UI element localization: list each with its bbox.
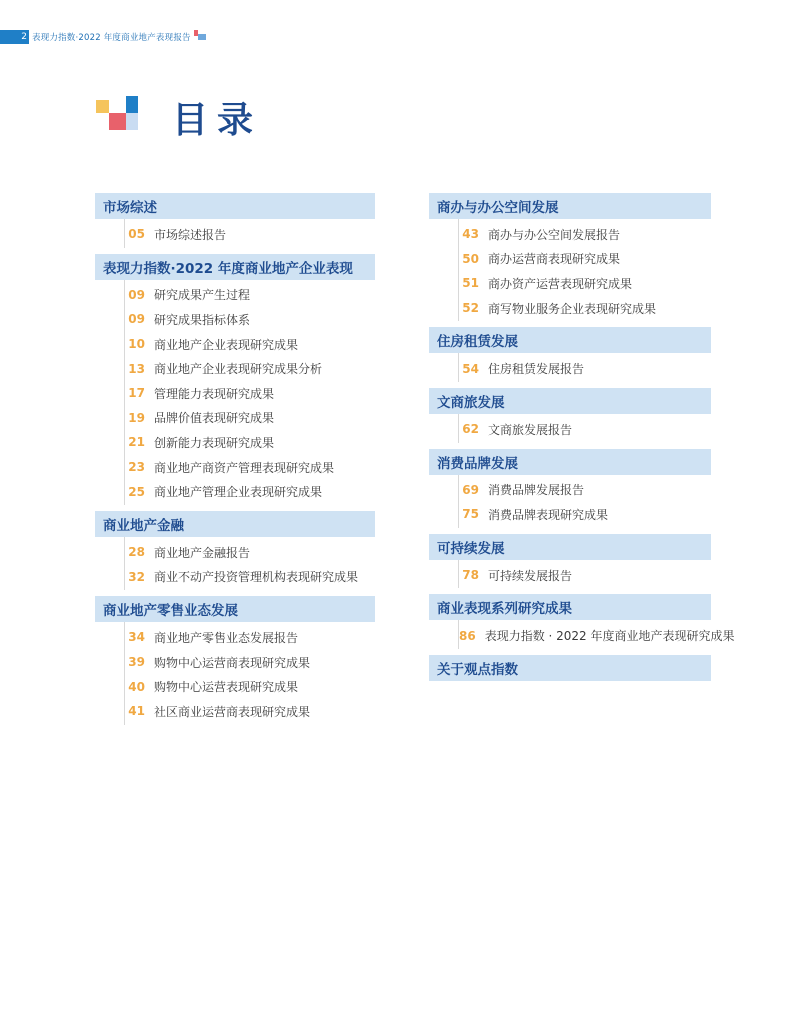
toc-entry-page-number: 25 [128, 484, 145, 499]
toc-section [429, 327, 711, 382]
toc-entry-page-number: 21 [128, 435, 145, 450]
toc-entry-page-number: 41 [128, 704, 145, 719]
toc-entry-title: 商业地产企业表现研究成果分析 [154, 362, 323, 377]
toc-entry-title: 研究成果指标体系 [154, 312, 251, 327]
toc-entry-page-number: 52 [462, 301, 479, 316]
toc-entry-page-number: 39 [128, 655, 145, 670]
toc-entry-page-number: 09 [128, 312, 145, 327]
toc-entry-title: 表现力指数 · 2022 年度商业地产表现研究成果 [484, 629, 735, 644]
toc-entry[interactable] [125, 222, 375, 247]
toc-section-title[interactable]: 文商旅发展 [429, 388, 711, 414]
toc-entry[interactable] [125, 406, 375, 431]
toc-entry-list [458, 353, 711, 382]
toc-entry[interactable] [125, 650, 375, 675]
toc-entry[interactable] [459, 623, 735, 648]
toc-entry-page-number: 19 [128, 410, 145, 425]
toc-section [429, 655, 711, 681]
toc-section-title[interactable]: 消费品牌发展 [429, 449, 711, 475]
toc-entry-page-number: 10 [128, 337, 145, 352]
toc-entry[interactable] [125, 540, 375, 565]
toc-entry-list [458, 414, 711, 443]
toc-entry[interactable] [125, 381, 375, 406]
toc-section [95, 193, 375, 248]
toc-entry-title: 消费品牌发展报告 [488, 483, 585, 498]
toc-section [429, 388, 711, 443]
toc-entry-title: 研究成果产生过程 [154, 288, 251, 303]
toc-entry[interactable] [125, 455, 375, 480]
toc-entry-page-number: 13 [128, 361, 145, 376]
toc-entry-page-number: 51 [462, 276, 479, 291]
toc-entry[interactable] [459, 478, 711, 503]
toc-entry[interactable] [125, 674, 375, 699]
toc-entry[interactable] [459, 417, 711, 442]
toc-entry[interactable] [125, 332, 375, 357]
toc-entry-page-number: 40 [128, 679, 145, 694]
toc-entry-title: 商业地产企业表现研究成果 [154, 337, 299, 352]
toc-entry-page-number: 28 [128, 545, 145, 560]
toc-section-title[interactable]: 可持续发展 [429, 534, 711, 560]
toc-left-column [95, 193, 375, 731]
toc-entry-title: 商业地产零售业态发展报告 [154, 630, 299, 645]
toc-section [429, 449, 711, 528]
toc-entry-page-number: 05 [128, 227, 145, 242]
toc-section [95, 254, 375, 505]
toc-entry[interactable] [459, 222, 711, 247]
toc-entry-title: 文商旅发展报告 [488, 422, 573, 437]
toc-section-title[interactable]: 商业地产金融 [95, 511, 375, 537]
toc-entry-list [124, 219, 375, 248]
header-decoration-icon [194, 30, 208, 44]
toc-entry-page-number: 17 [128, 386, 145, 401]
toc-entry-list [458, 475, 711, 528]
toc-entry-title: 社区商业运营商表现研究成果 [154, 704, 311, 719]
toc-entry-title: 商办与办公空间发展报告 [488, 227, 621, 242]
toc-entry-title: 管理能力表现研究成果 [154, 386, 275, 401]
toc-entry-page-number: 69 [462, 482, 479, 497]
toc-entry-page-number: 75 [462, 507, 479, 522]
toc-entry[interactable] [125, 479, 375, 504]
toc-entry-page-number: 23 [128, 460, 145, 475]
running-title: 表现力指数·2022 年度商业地产表现报告 [32, 33, 191, 43]
toc-entry[interactable] [125, 625, 375, 650]
toc-entry-title: 商业不动产投资管理机构表现研究成果 [154, 570, 359, 585]
toc-entry[interactable] [459, 247, 711, 272]
toc-section-title[interactable]: 商业表现系列研究成果 [429, 594, 711, 620]
toc-section-title[interactable]: 市场综述 [95, 193, 375, 219]
toc-section [95, 596, 375, 724]
toc-entry-page-number: 32 [128, 569, 145, 584]
toc-entry-title: 商办运营商表现研究成果 [488, 252, 621, 267]
toc-entry-list [458, 560, 711, 589]
toc-entry[interactable] [125, 565, 375, 590]
toc-entry-page-number: 86 [459, 628, 476, 643]
toc-entry-list [124, 280, 375, 505]
toc-entry-title: 住房租赁发展报告 [488, 362, 585, 377]
toc-entry-title: 购物中心运营商表现研究成果 [154, 655, 311, 670]
toc-entry-list [124, 622, 375, 724]
toc-entry[interactable] [459, 356, 711, 381]
toc-entry-title: 可持续发展报告 [488, 568, 573, 583]
toc-section-title[interactable]: 表现力指数·2022 年度商业地产企业表现 [95, 254, 375, 280]
toc-entry[interactable] [459, 563, 711, 588]
toc-entry-list [458, 219, 711, 321]
toc-right-column [429, 193, 735, 687]
toc-entry[interactable] [125, 430, 375, 455]
toc-section-title[interactable]: 关于观点指数 [429, 655, 711, 681]
toc-section [429, 594, 735, 649]
toc-entry-page-number: 09 [128, 287, 145, 302]
toc-entry-page-number: 62 [462, 422, 479, 437]
page-title: 目录 [172, 100, 263, 141]
toc-section [429, 193, 711, 321]
toc-entry-page-number: 54 [462, 361, 479, 376]
toc-entry-title: 商业地产管理企业表现研究成果 [154, 485, 323, 500]
toc-entry[interactable] [459, 271, 711, 296]
toc-entry[interactable] [459, 502, 711, 527]
toc-entry[interactable] [125, 307, 375, 332]
toc-entry-list [124, 537, 375, 590]
squares-logo-icon [96, 96, 144, 136]
toc-entry-list [458, 620, 735, 649]
toc-entry-title: 市场综述报告 [154, 227, 227, 242]
toc-entry-page-number: 78 [462, 568, 479, 583]
toc-entry-title: 购物中心运营表现研究成果 [154, 680, 299, 695]
toc-section [95, 511, 375, 590]
toc-entry-title: 创新能力表现研究成果 [154, 435, 275, 450]
toc-section-title[interactable]: 住房租赁发展 [429, 327, 711, 353]
toc-entry-title: 商写物业服务企业表现研究成果 [488, 301, 657, 316]
toc-section-title[interactable]: 商业地产零售业态发展 [95, 596, 375, 622]
running-header [0, 30, 208, 44]
toc-entry-page-number: 43 [462, 227, 479, 242]
toc-entry-title: 商业地产金融报告 [154, 545, 251, 560]
toc-entry[interactable] [459, 296, 711, 321]
toc-entry[interactable] [125, 283, 375, 308]
toc-section-title[interactable]: 商办与办公空间发展 [429, 193, 711, 219]
toc-entry-title: 品牌价值表现研究成果 [154, 411, 275, 426]
toc-section [429, 534, 711, 589]
toc-entry[interactable] [125, 356, 375, 381]
toc-entry-title: 消费品牌表现研究成果 [488, 507, 609, 522]
page-number: 2 [0, 30, 29, 44]
toc-entry-title: 商办资产运营表现研究成果 [488, 276, 633, 291]
toc-entry-title: 商业地产商资产管理表现研究成果 [154, 460, 335, 475]
toc-entry[interactable] [125, 699, 375, 724]
toc-entry-page-number: 34 [128, 630, 145, 645]
toc-entry-page-number: 50 [462, 251, 479, 266]
